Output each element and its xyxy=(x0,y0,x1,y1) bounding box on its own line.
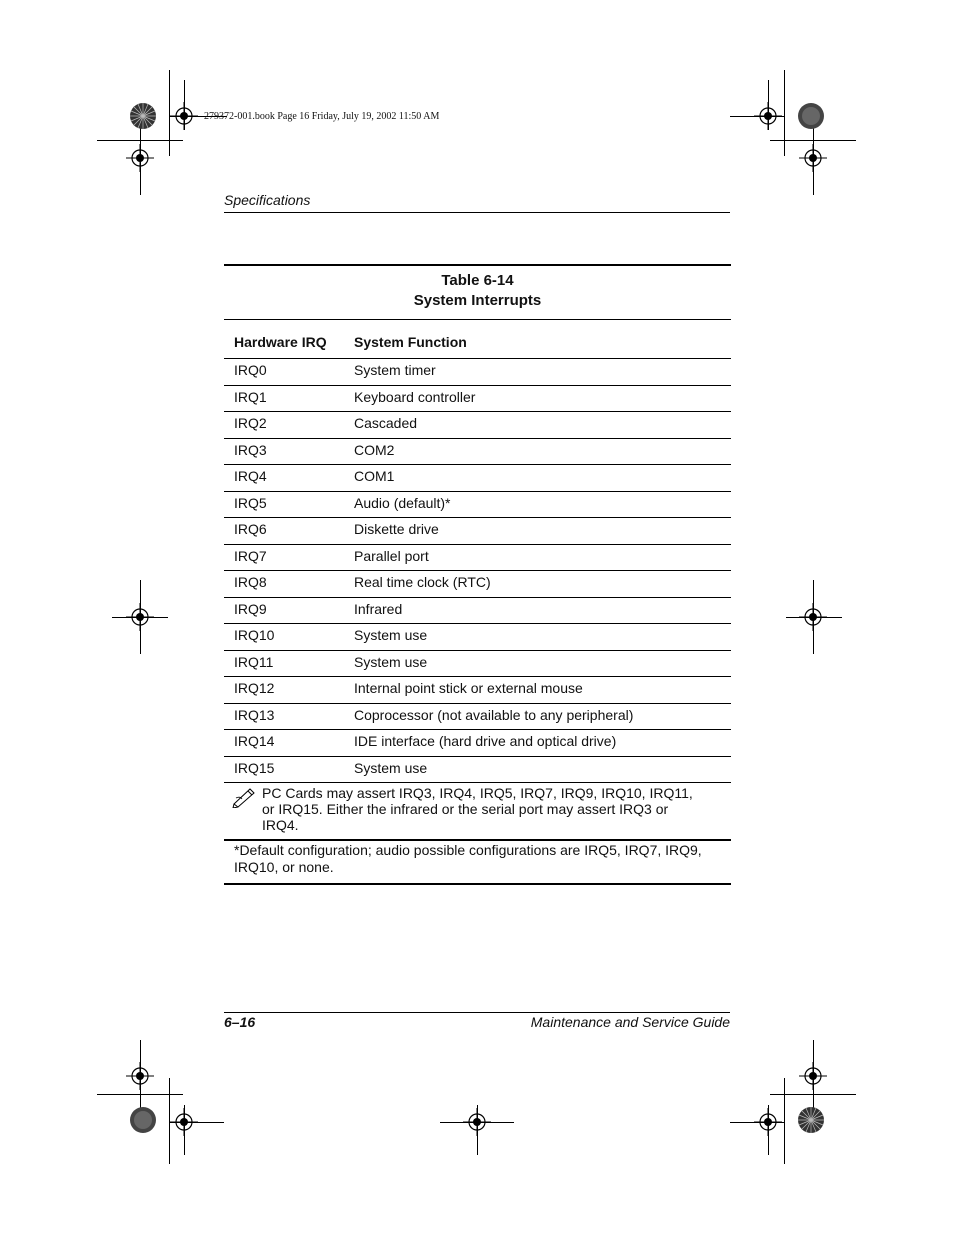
table-bottom-rule xyxy=(224,883,731,885)
function-cell: System use xyxy=(354,654,428,670)
function-cell: Infrared xyxy=(354,601,403,617)
table-row xyxy=(224,650,731,676)
irq-cell: IRQ8 xyxy=(234,574,267,590)
table-row xyxy=(224,570,731,596)
caption-rule xyxy=(224,319,731,320)
registration-mark-icon xyxy=(463,1108,491,1136)
table-row xyxy=(224,544,731,570)
function-cell: Keyboard controller xyxy=(354,389,476,405)
irq-cell: IRQ13 xyxy=(234,707,275,723)
registration-mark-icon xyxy=(126,603,154,631)
registration-mark-icon xyxy=(126,1062,154,1090)
irq-cell: IRQ4 xyxy=(234,468,267,484)
function-cell: Diskette drive xyxy=(354,521,439,537)
print-job-stamp: 279372-001.book Page 16 Friday, July 19, 2002 11:50 AM xyxy=(204,111,440,122)
table-row xyxy=(224,623,731,649)
color-bar-star-icon xyxy=(129,1106,157,1134)
registration-mark-icon xyxy=(799,144,827,172)
function-cell: IDE interface (hard drive and optical drive) xyxy=(354,733,617,749)
registration-mark-icon xyxy=(754,1108,782,1136)
registration-mark-icon xyxy=(170,102,198,130)
guide-title: Maintenance and Service Guide xyxy=(530,1014,730,1030)
registration-mark-icon xyxy=(799,603,827,631)
irq-cell: IRQ12 xyxy=(234,680,275,696)
registration-mark-icon xyxy=(754,102,782,130)
irq-cell: IRQ3 xyxy=(234,442,267,458)
function-cell: Audio (default)* xyxy=(354,495,451,511)
function-cell: System timer xyxy=(354,362,436,378)
table-row xyxy=(224,358,731,384)
irq-cell: IRQ2 xyxy=(234,415,267,431)
registration-mark-icon xyxy=(126,144,154,172)
pencil-note-icon xyxy=(232,786,258,808)
table-row xyxy=(224,385,731,411)
table-row xyxy=(224,464,731,490)
table-row xyxy=(224,676,731,702)
table-title: System Interrupts xyxy=(413,292,542,309)
table-row xyxy=(224,756,731,782)
irq-cell: IRQ5 xyxy=(234,495,267,511)
footnote: *Default configuration; audio possible configurations are IRQ5, IRQ7, IRQ9, IRQ10, or none. xyxy=(234,842,702,875)
header-rule xyxy=(224,212,730,213)
table-row xyxy=(224,411,731,437)
irq-cell: IRQ7 xyxy=(234,548,267,564)
function-cell: Coprocessor (not available to any peripheral) xyxy=(354,707,634,723)
function-cell: Internal point stick or external mouse xyxy=(354,680,583,696)
footer-rule xyxy=(224,1012,730,1013)
function-cell: System use xyxy=(354,760,428,776)
running-head: Specifications xyxy=(224,192,311,208)
footnote-top-rule xyxy=(224,839,731,841)
irq-cell: IRQ9 xyxy=(234,601,267,617)
function-cell: Parallel port xyxy=(354,548,429,564)
irq-cell: IRQ10 xyxy=(234,627,275,643)
registration-mark-icon xyxy=(170,1108,198,1136)
color-bar-star-icon xyxy=(129,102,157,130)
registration-mark-icon xyxy=(799,1062,827,1090)
table-number: Table 6-14 xyxy=(441,272,514,289)
table-row xyxy=(224,438,731,464)
function-cell: COM1 xyxy=(354,468,395,484)
note-text: PC Cards may assert IRQ3, IRQ4, IRQ5, IRQ7, IRQ9, IRQ10, IRQ11, or IRQ15. Either the infrared or the serial port may assert IRQ3 or IRQ4. xyxy=(262,785,693,833)
irq-cell: IRQ15 xyxy=(234,760,275,776)
table-row xyxy=(224,491,731,517)
header-hardware-irq: Hardware IRQ xyxy=(234,334,327,350)
page-number: 6–16 xyxy=(224,1014,256,1030)
table-row xyxy=(224,517,731,543)
irq-cell: IRQ11 xyxy=(234,654,274,670)
note-rule xyxy=(224,782,731,783)
table-top-rule xyxy=(224,264,731,266)
irq-cell: IRQ1 xyxy=(234,389,267,405)
color-bar-star-icon xyxy=(797,1106,825,1134)
function-cell: System use xyxy=(354,627,428,643)
table-row xyxy=(224,703,731,729)
function-cell: Cascaded xyxy=(354,415,418,431)
irq-cell: IRQ0 xyxy=(234,362,267,378)
function-cell: Real time clock (RTC) xyxy=(354,574,491,590)
function-cell: COM2 xyxy=(354,442,395,458)
irq-cell: IRQ14 xyxy=(234,733,275,749)
color-bar-star-icon xyxy=(797,102,825,130)
irq-cell: IRQ6 xyxy=(234,521,267,537)
table-row xyxy=(224,729,731,755)
header-system-function: System Function xyxy=(354,334,467,350)
table-row xyxy=(224,597,731,623)
